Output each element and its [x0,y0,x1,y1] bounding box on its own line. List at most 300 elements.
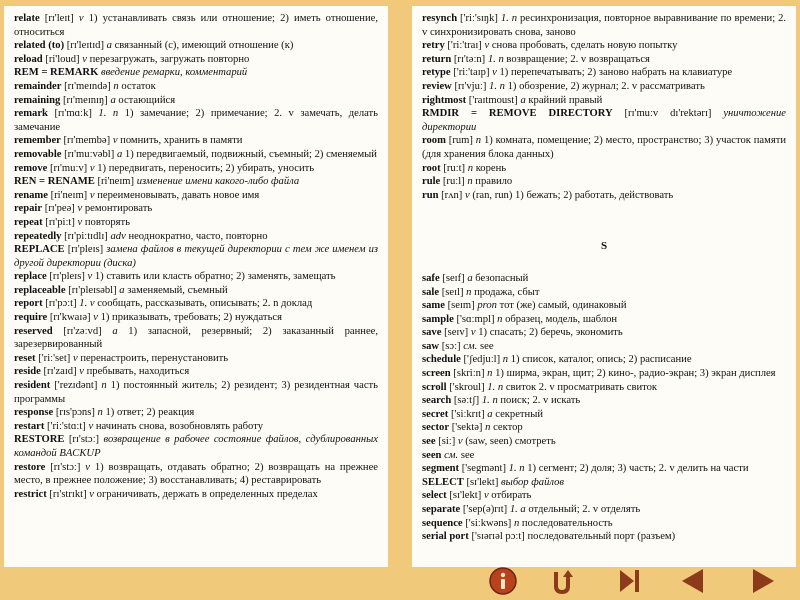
entry-headword: relate [14,13,40,24]
entry-definition: связанный (с), имеющий отношение (к) [114,40,294,52]
dictionary-entry [14,94,378,108]
entry-definition: пребывать, находиться [86,366,190,378]
dictionary-entry [422,66,786,80]
entry-transcription: [seɪv] [444,327,469,339]
dictionary-entry [14,284,378,298]
entry-transcription: [rɪ'muːv] [50,162,88,174]
skip-to-end-icon [614,566,644,596]
entry-definition: остающийся [118,94,176,106]
entry-definition: 1) спасать; 2) беречь, экономить [478,327,623,339]
entry-headword: sequence [422,517,463,529]
entry-transcription: [rʌn] [441,189,463,201]
return-arrow-icon [547,566,577,596]
entry-definition: перезагружать, загружать повторно [89,53,250,65]
entry-headword: saw [422,340,440,352]
entry-transcription: ['siːkwəns] [465,517,512,529]
entry-headword: scroll [422,381,447,393]
entry-transcription: ['sɪərɪəl pɔːt] [471,531,525,543]
dictionary-entry [422,272,786,286]
entry-definition: 1) ширма, экран, щит; 2) кино-, радио-экран; 3) экран дисплея [495,368,776,380]
entry-part-of-speech: v [89,189,95,201]
entry-headword: sector [422,422,450,434]
entry-headword: SELECT [422,476,464,488]
dictionary-entry [14,433,378,460]
dictionary-entry [14,352,378,366]
entry-definition: корень [475,162,507,174]
entry-definition: 1) комната, помещение; 2) место, пространство; 3) участок памяти (для хранения блока данных) [422,135,787,160]
entry-definition: образец, модель, шаблон [505,313,618,325]
entry-headword: repeatedly [14,230,62,242]
dictionary-entry [422,394,786,408]
entry-part-of-speech: 1. a [509,504,526,515]
entry-transcription: [rɪ'meɪndə] [64,80,111,92]
entry-definition: сектор [493,422,523,434]
entry-definition: (saw, seen) смотреть [465,436,556,448]
entry-transcription: [ruːl] [442,176,465,188]
entry-part-of-speech: n [101,380,107,392]
entry-part-of-speech: 1. n [487,381,504,393]
previous-icon [678,566,708,596]
entry-headword: related (to) [14,40,65,52]
dictionary-entry [14,107,378,134]
entry-transcription: [səːtʃ] [453,395,480,407]
entry-headword: remove [14,162,48,174]
dictionary-entry [14,134,378,148]
dictionary-entry [422,80,786,94]
previous-button[interactable] [676,566,710,596]
dictionary-entry [14,406,378,420]
return-button[interactable] [545,566,579,596]
dictionary-entry [422,353,786,367]
entry-transcription: [rɪ'zaɪd] [43,366,77,378]
entry-part-of-speech: v [93,312,98,324]
entry-headword: remember [14,135,61,147]
entry-definition: 1) ответ; 2) реакция [105,407,195,419]
dictionary-entry [14,270,378,284]
entry-transcription: [rɪ'piːt] [45,216,75,228]
entry-note: уничтожение директории [422,108,786,133]
entry-transcription: [rɪ'pleɪsəbl] [68,284,117,296]
entry-definition: see [460,449,475,461]
entry-part-of-speech: a [110,94,116,106]
entry-headword: removable [14,148,62,160]
entry-transcription: [rɪ'pleɪs] [67,244,104,256]
dictionary-entry [422,39,786,53]
entry-note: изменение имени какого-либо файла [136,176,300,188]
entry-part-of-speech: v [72,352,78,364]
entry-transcription: [ri'neɪm] [97,176,135,188]
skip-to-end-button[interactable] [612,566,646,596]
entry-definition: ремонтировать [84,203,153,215]
entry-definition: заменяемый, съемный [127,284,228,296]
entry-part-of-speech: n [485,422,491,434]
entry-definition: 1) обозрение, 2) журнал; 2. v рассматривать [507,80,705,92]
dictionary-entry [422,381,786,395]
entry-headword: serial port [422,531,469,543]
dictionary-entry [14,53,378,67]
entry-transcription: [rɪ'kwaɪə] [49,312,91,324]
entry-part-of-speech: v [89,162,95,174]
entry-transcription: [rɪ'strɪkt] [49,488,87,500]
dictionary-entry [14,379,378,406]
dictionary-entry [422,313,786,327]
entry-headword: select [422,490,447,502]
dictionary-entry [422,489,786,503]
entry-headword: RMDIR = REMOVE DIRECTORY [422,108,613,120]
entry-headword: separate [422,504,461,515]
dictionary-entry [422,107,786,134]
entry-definition: отдельный; 2. v отделять [528,504,641,515]
dictionary-entry [14,12,378,39]
entry-headword: restore [14,461,46,473]
entry-definition: снова пробовать, сделать новую попытку [491,40,678,52]
entry-transcription: [rɪ'pɔːt] [45,298,77,310]
dictionary-entry [422,517,786,531]
entry-definition: правило [475,176,513,188]
entry-definition: 1) приказывать, требовать; 2) нуждаться [100,312,282,324]
entry-transcription: ['raɪtmoust] [468,94,518,106]
entry-note: введение ремарки, комментарий [100,67,248,79]
section-letter: S [600,240,608,253]
entry-part-of-speech: v [89,488,94,500]
entry-headword: sale [422,286,440,298]
dictionary-entry [422,299,786,313]
entry-headword: sample [422,313,454,325]
entry-definition: 1) перепечатывать; 2) заново набрать на клавиатуре [499,67,733,79]
entry-transcription: [sɪ'lekt] [466,476,499,488]
entry-note: замена файлов в текущей директории с тем же именем из другой директории (диска) [14,244,378,269]
entry-definition: 1) постоянный житель; 2) резидент; 3) резидентная часть программы [14,380,378,405]
entry-headword: require [14,312,48,324]
entry-headword: reload [14,53,43,65]
entry-transcription: ['segmənt] [461,463,507,475]
entry-definition: see [480,340,494,352]
entry-part-of-speech: v [85,461,90,473]
entry-definition: остаток [121,80,156,92]
entry-headword: rightmost [422,94,467,106]
dictionary-entry [422,94,786,108]
dictionary-entry [422,530,786,544]
entry-transcription: [rɪ'leɪt] [44,13,74,24]
entry-definition: 1) устанавливать связь или отношение; 2) иметь отношение, относиться [14,13,378,38]
entry-part-of-speech: 1. n [500,13,518,24]
entry-part-of-speech: n [513,517,520,529]
entry-headword: run [422,189,439,201]
entry-transcription: ['riː'traɪ] [447,40,482,52]
entry-definition: тот (же) самый, одинаковый [499,300,627,312]
dictionary-entry [14,365,378,379]
entry-headword: retype [422,67,451,79]
entry-transcription: [ri'loud] [45,53,80,65]
entry-headword: schedule [422,354,461,366]
entry-transcription: ['sɑːmpl] [456,313,495,325]
entry-headword: repair [14,203,43,215]
entry-transcription: [ri'neɪm] [50,189,88,201]
entry-part-of-speech: v [82,53,87,65]
entry-headword: remainder [14,80,62,92]
entry-definition: помнить, хранить в памяти [120,135,243,147]
dictionary-entry [14,243,378,270]
dictionary-entry [14,488,378,502]
entry-transcription: [ruːt] [443,162,466,174]
dictionary-entry [422,340,786,354]
info-button[interactable] [486,566,520,596]
dictionary-entry [422,189,786,203]
entry-part-of-speech: см. [463,340,478,352]
entry-part-of-speech: n [113,80,119,92]
entry-transcription: [rɪ'zəːvd] [63,325,102,337]
dictionary-entry [14,297,378,311]
entry-definition: отбирать [491,490,532,502]
entry-transcription: [sɪ'lekt] [449,490,482,502]
dictionary-entry [422,162,786,176]
entry-definition: ресинхронизация, повторное выравнивание по времени; 2. v синхронизировать снова, заново [422,13,787,38]
entry-transcription: ['sektə] [451,422,483,434]
dictionary-entry [422,175,786,189]
dictionary-entry [14,66,378,80]
dictionary-entry [14,80,378,94]
entry-transcription: ['sep(ə)rɪt] [462,504,508,515]
entry-definition: неоднократно, часто, повторно [128,230,268,242]
dictionary-entry [14,230,378,244]
next-button[interactable] [746,566,780,596]
entry-definition: повторять [84,216,130,228]
entry-headword: remark [14,108,48,120]
entry-headword: seen [422,449,442,461]
entry-transcription: ['rezɪdənt] [54,380,98,392]
entry-headword: replaceable [14,284,66,296]
entry-headword: retry [422,40,445,52]
entry-headword: report [14,298,43,310]
entry-headword: search [422,395,452,407]
entry-transcription: ['riː'sɪŋk] [460,13,498,24]
dictionary-entry [422,53,786,67]
entry-definition: начинать снова, возобновлять работу [95,420,263,432]
entry-transcription: [skriːn] [453,368,485,380]
entry-definition: перенастроить, перенустановить [80,352,229,364]
entry-headword: reside [14,366,41,378]
entry-transcription: [rɪ'piːtɪdlɪ] [64,230,108,242]
dictionary-entry [14,216,378,230]
dictionary-entry [14,39,378,53]
entry-part-of-speech: n [487,368,493,380]
dictionary-entry [422,134,786,161]
dictionary-entry [14,202,378,216]
entry-definition: возвращение; 2. v возвращаться [506,53,650,65]
entry-transcription: [rum] [448,135,473,147]
entry-headword: see [422,436,436,448]
entry-headword: room [422,135,446,147]
dictionary-entry [422,476,786,490]
entry-transcription: [seɪf] [442,272,465,284]
entry-transcription: [rɪ'muːv dɪ'rektərɪ] [624,108,712,120]
entry-transcription: [rɪ'meɪnɪŋ] [62,94,108,106]
entry-part-of-speech: v [457,436,463,448]
entry-transcription: [seɪm] [447,300,475,312]
entry-definition: 1) ставить или класть обратно; 2) заменять, замещать [94,271,336,283]
entry-headword: resident [14,380,51,392]
entry-part-of-speech: v [78,13,84,24]
dictionary-entry [14,325,378,352]
entry-transcription: [rɪ'muːvəbl] [64,148,115,160]
entry-part-of-speech: n [497,313,503,325]
entry-part-of-speech: a [119,284,125,296]
dictionary-entry [14,189,378,203]
dictionary-entry [422,503,786,517]
dictionary-entry [14,420,378,434]
entry-transcription: [rɪ'stɔː] [50,461,81,473]
entry-transcription: [seɪl] [441,286,464,298]
entry-note: выбор файлов [501,476,565,488]
entry-definition: безопасный [475,272,529,284]
entry-part-of-speech: v [79,366,84,378]
section-gap [422,202,786,240]
entry-part-of-speech: a [520,94,526,106]
next-icon [748,566,778,596]
dictionary-entry [422,421,786,435]
entry-definition: 1) передвигаемый, подвижный, съемный; 2) сменяемый [124,148,377,160]
dictionary-entry [14,311,378,325]
entry-headword: restrict [14,488,47,500]
entry-part-of-speech: v [112,135,118,147]
entry-headword: screen [422,368,451,380]
entry-part-of-speech: v [88,420,94,432]
entry-definition: поиск; 2. v искать [500,395,581,407]
entry-definition: 1) замечание; 2) примечание; 2. v замечать, делать замечание [14,108,378,133]
entry-headword: save [422,327,442,339]
entry-headword: segment [422,463,460,475]
entry-part-of-speech: v [77,216,83,228]
entry-headword: repeat [14,216,43,228]
entry-transcription: [rɪ'vjuː] [454,80,487,92]
entry-headword: RESTORE [14,434,65,446]
entry-transcription: [sɔː] [441,340,461,352]
entry-transcription: ['riː'set] [38,352,71,364]
entry-part-of-speech: n [502,354,509,366]
dictionary-page-left [4,6,388,567]
entry-definition: крайний правый [528,94,603,106]
entry-part-of-speech: n [475,135,482,147]
entry-definition: последовательный порт (разъем) [527,531,676,543]
entry-transcription: ['skroul] [449,381,485,393]
entry-headword: response [14,407,54,419]
entry-transcription: [rɪ'stɔː] [68,434,100,446]
dictionary-page-right [412,6,796,567]
entry-part-of-speech: 1. n [508,463,525,475]
entry-headword: review [422,80,452,92]
dictionary-entry [422,326,786,340]
entry-definition: (ran, run) 1) бежать; 2) работать, действовать [472,189,674,201]
entry-definition: 1) передвигать, переносить; 2) убирать, уносить [97,162,315,174]
entry-transcription: [rɪs'pɔns] [55,407,95,419]
entry-part-of-speech: 1. v [79,298,95,310]
entry-definition: 1) список, каталог, опись; 2) расписание [510,354,692,366]
entry-headword: return [422,53,452,65]
entry-headword: resynch [422,13,458,24]
entry-headword: reset [14,352,36,364]
entry-part-of-speech: n [97,407,103,419]
entry-transcription: ['ʃedjuːl] [463,354,501,366]
entry-transcription: [rɪ'təːn] [453,53,486,65]
entry-definition: 1) возвращать, отдавать обратно; 2) возвращать на прежнее место, в прежнее положение; 3) восстанавливать; 4) реставрировать [14,461,378,487]
entry-definition: переименовывать, давать новое имя [97,189,260,201]
dictionary-entry [422,12,786,39]
entry-part-of-speech: pron [477,300,497,312]
entry-part-of-speech: 1. n [489,80,505,92]
entry-headword: reserved [14,325,53,337]
entry-part-of-speech: v [87,271,93,283]
entry-headword: REN = RENAME [14,176,95,188]
entry-part-of-speech: n [467,176,473,188]
entry-headword: safe [422,272,440,284]
entry-transcription: ['siːkrɪt] [450,408,485,420]
dictionary-entry [422,408,786,422]
entry-part-of-speech: a [112,325,118,337]
entry-definition: продажа, сбыт [474,286,540,298]
entry-transcription: [rɪ'mɑːk] [54,108,92,120]
entry-part-of-speech: adv [110,230,126,242]
entry-headword: same [422,300,445,312]
entry-transcription: [rɪ'pleɪs] [49,271,85,283]
entry-part-of-speech: a [116,148,123,160]
entry-headword: replace [14,271,47,283]
entry-part-of-speech: a [487,408,493,420]
entry-headword: REPLACE [14,244,65,256]
entry-transcription: [rɪ'leɪtɪd] [66,40,104,52]
entry-part-of-speech: a [106,40,112,52]
entry-definition: секретный [495,408,543,420]
entry-headword: REM = REMARK [14,67,99,79]
entry-headword: rule [422,176,441,188]
entry-part-of-speech: 1. n [481,395,498,407]
entry-transcription: [rɪ'membə] [63,135,111,147]
entry-definition: 1) запасной, резервный; 2) заказанный раннее, зарезервированный [14,325,378,351]
entry-definition: последовательность [521,517,613,529]
entry-part-of-speech: v [77,203,83,215]
dictionary-entry [14,162,378,176]
entry-part-of-speech: v [492,67,497,79]
entry-headword: remaining [14,94,61,106]
dictionary-entry [422,367,786,381]
info-icon [488,566,518,596]
entry-transcription: [siː] [438,436,456,448]
dictionary-entry [14,461,378,488]
entry-transcription: [rɪ'peə] [44,203,75,215]
entry-definition: сообщать, рассказывать, описывать; 2. n доклад [97,298,313,310]
entry-part-of-speech: v [483,490,489,502]
entry-definition: ограничивать, держать в определенных пределах [96,488,318,500]
entry-headword: restart [14,420,45,432]
entry-part-of-speech: n [467,162,474,174]
entry-part-of-speech: v [484,40,490,52]
entry-part-of-speech: a [467,272,473,284]
entry-definition: свиток 2. v просматривать свиток [505,381,658,393]
entry-headword: root [422,162,441,174]
entry-part-of-speech: см. [444,449,459,461]
entry-part-of-speech: 1. n [487,53,504,65]
entry-part-of-speech: v [470,327,476,339]
dictionary-entry [422,462,786,476]
entry-headword: secret [422,408,449,420]
entry-part-of-speech: 1. n [98,108,119,120]
entry-transcription: ['riː'taɪp] [453,67,490,79]
entry-note: возвращение в рабочее состояние файлов, сдублированных командой BACKUP [14,434,378,459]
entry-definition: 1) сегмент; 2) доля; 3) часть; 2. v делить на части [527,463,749,475]
entry-headword: rename [14,189,48,201]
entry-transcription: ['riː'stɑːt] [47,420,86,432]
dictionary-entry [422,449,786,463]
dictionary-entry [14,148,378,162]
